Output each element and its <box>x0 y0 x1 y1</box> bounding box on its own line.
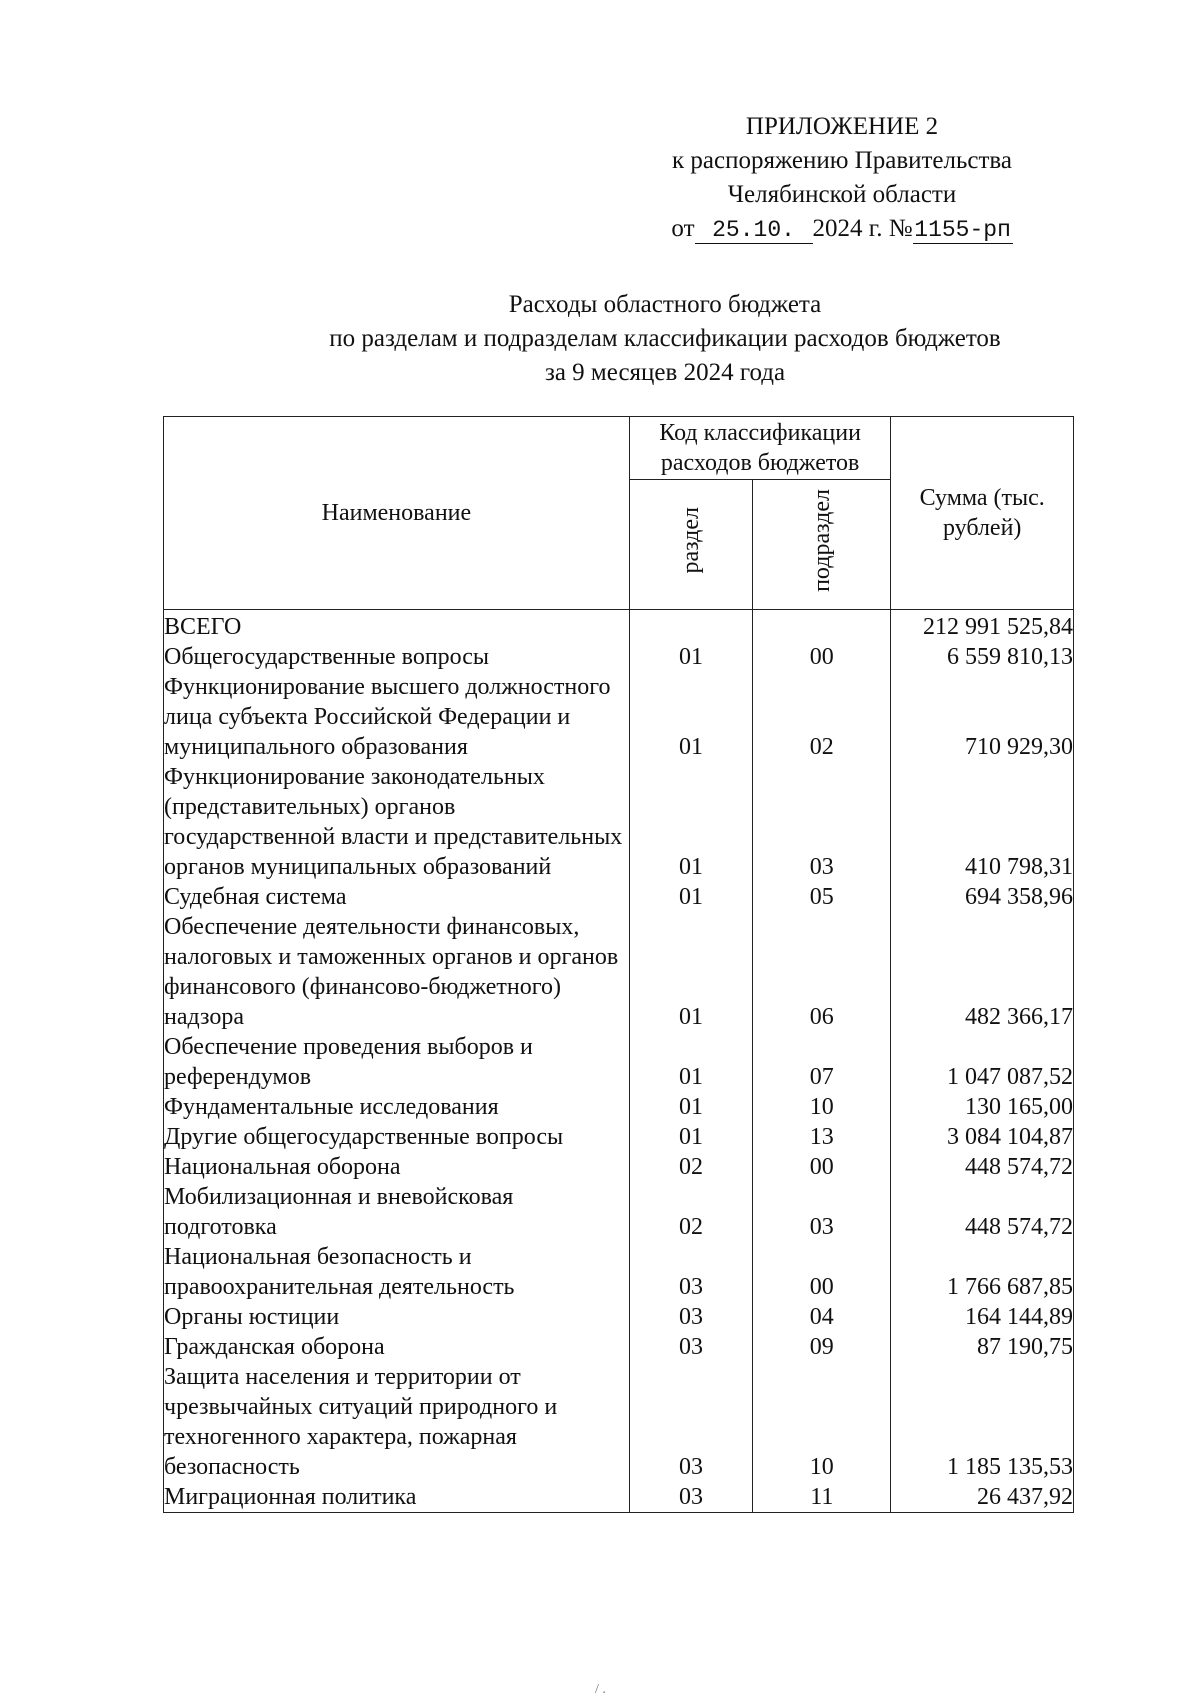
row-sum: 26 437,92 <box>891 1482 1074 1513</box>
appendix-line-2: Челябинской области <box>727 181 957 208</box>
appendix-date-line <box>612 212 1072 246</box>
row-podrazdel: 04 <box>753 1302 891 1332</box>
table-row <box>164 1122 1074 1152</box>
row-name: Судебная система <box>164 882 630 912</box>
table-row <box>164 1032 1074 1092</box>
row-name: Миграционная политика <box>164 1482 630 1513</box>
row-podrazdel: 07 <box>753 1032 891 1092</box>
header-razdel: раздел <box>678 507 704 574</box>
table-row <box>164 672 1074 762</box>
appendix-title: ПРИЛОЖЕНИЕ 2 <box>745 113 939 140</box>
row-podrazdel: 10 <box>753 1092 891 1122</box>
row-name: Обеспечение деятельности финансовых, налоговых и таможенных органов и органов финансового (финансово-бюджетного) надзора <box>164 912 630 1032</box>
table-row <box>164 1242 1074 1302</box>
row-podrazdel: 11 <box>753 1482 891 1513</box>
row-sum: 482 366,17 <box>891 912 1074 1032</box>
row-razdel: 03 <box>629 1362 752 1482</box>
row-name: Гражданская оборона <box>164 1332 630 1362</box>
row-podrazdel: 00 <box>753 1152 891 1182</box>
row-name: Общегосударственные вопросы <box>164 642 630 672</box>
row-razdel: 01 <box>629 672 752 762</box>
row-name: Функционирование высшего должностного лица субъекта Российской Федерации и муниципального образования <box>164 672 630 762</box>
table-row <box>164 642 1074 672</box>
row-podrazdel <box>753 610 891 643</box>
header-name: Наименование <box>164 417 630 610</box>
header-razdel-cell <box>629 480 752 610</box>
row-name: Органы юстиции <box>164 1302 630 1332</box>
row-podrazdel: 10 <box>753 1362 891 1482</box>
row-sum: 6 559 810,13 <box>891 642 1074 672</box>
appendix-header <box>612 110 1072 246</box>
row-name: Обеспечение проведения выборов и референдумов <box>164 1032 630 1092</box>
row-podrazdel: 06 <box>753 912 891 1032</box>
row-podrazdel: 13 <box>753 1122 891 1152</box>
row-name: Защита населения и территории от чрезвычайных ситуаций природного и техногенного характера, пожарная безопасность <box>164 1362 630 1482</box>
row-razdel: 02 <box>629 1182 752 1242</box>
from-label: от <box>671 215 695 242</box>
number-label: № <box>888 215 913 242</box>
table-row <box>164 1152 1074 1182</box>
row-podrazdel: 03 <box>753 762 891 882</box>
row-name: Фундаментальные исследования <box>164 1092 630 1122</box>
row-razdel: 03 <box>629 1482 752 1513</box>
appendix-line-1: к распоряжению Правительства <box>671 147 1012 174</box>
row-sum: 710 929,30 <box>891 672 1074 762</box>
title-line-3: за 9 месяцев 2024 года <box>544 359 786 386</box>
row-sum: 3 084 104,87 <box>891 1122 1074 1152</box>
row-podrazdel: 00 <box>753 642 891 672</box>
row-razdel: 03 <box>629 1302 752 1332</box>
row-podrazdel: 00 <box>753 1242 891 1302</box>
row-razdel: 01 <box>629 642 752 672</box>
row-sum: 448 574,72 <box>891 1152 1074 1182</box>
row-name: Национальная безопасность и правоохранительная деятельность <box>164 1242 630 1302</box>
document-year: 2024 г. <box>812 215 883 242</box>
row-sum: 130 165,00 <box>891 1092 1074 1122</box>
header-code-group: Код классификации расходов бюджетов <box>629 417 891 480</box>
row-razdel: 03 <box>629 1332 752 1362</box>
row-name: Функционирование законодательных (представительных) органов государственной власти и представительных органов муниципальных образований <box>164 762 630 882</box>
row-razdel: 02 <box>629 1152 752 1182</box>
header-sum: Сумма (тыс. рублей) <box>891 417 1074 610</box>
budget-table-body <box>164 610 1074 1513</box>
row-razdel: 01 <box>629 1092 752 1122</box>
header-podrazdel: подраздел <box>808 489 835 592</box>
row-razdel <box>629 610 752 643</box>
row-razdel: 01 <box>629 1122 752 1152</box>
row-name: ВСЕГО <box>164 610 630 643</box>
row-razdel: 01 <box>629 882 752 912</box>
row-sum: 694 358,96 <box>891 882 1074 912</box>
row-name: Мобилизационная и вневойсковая подготовка <box>164 1182 630 1242</box>
row-podrazdel: 05 <box>753 882 891 912</box>
table-row <box>164 1092 1074 1122</box>
row-podrazdel: 03 <box>753 1182 891 1242</box>
document-number: 1155-рп <box>914 217 1011 243</box>
row-sum: 1 766 687,85 <box>891 1242 1074 1302</box>
title-line-2: по разделам и подразделам классификации расходов бюджетов <box>329 325 1001 352</box>
row-razdel: 01 <box>629 912 752 1032</box>
document-title <box>200 288 1130 390</box>
row-razdel: 03 <box>629 1242 752 1302</box>
document-date: 25.10. <box>695 217 813 244</box>
row-podrazdel: 02 <box>753 672 891 762</box>
table-row <box>164 882 1074 912</box>
row-sum: 1 185 135,53 <box>891 1362 1074 1482</box>
row-name: Национальная оборона <box>164 1152 630 1182</box>
table-row <box>164 610 1074 643</box>
row-sum: 410 798,31 <box>891 762 1074 882</box>
table-row <box>164 1182 1074 1242</box>
table-row <box>164 912 1074 1032</box>
row-razdel: 01 <box>629 762 752 882</box>
row-sum: 1 047 087,52 <box>891 1032 1074 1092</box>
row-sum: 87 190,75 <box>891 1332 1074 1362</box>
table-row <box>164 1302 1074 1332</box>
table-row <box>164 1482 1074 1513</box>
row-sum: 212 991 525,84 <box>891 610 1074 643</box>
row-sum: 164 144,89 <box>891 1302 1074 1332</box>
budget-table <box>163 416 1074 1513</box>
row-podrazdel: 09 <box>753 1332 891 1362</box>
table-row <box>164 1332 1074 1362</box>
row-name: Другие общегосударственные вопросы <box>164 1122 630 1152</box>
header-podrazdel-cell <box>753 480 891 610</box>
table-row <box>164 1362 1074 1482</box>
title-line-1: Расходы областного бюджета <box>508 291 822 318</box>
scan-mark: / . <box>595 1682 606 1697</box>
row-razdel: 01 <box>629 1032 752 1092</box>
row-sum: 448 574,72 <box>891 1182 1074 1242</box>
table-row <box>164 762 1074 882</box>
